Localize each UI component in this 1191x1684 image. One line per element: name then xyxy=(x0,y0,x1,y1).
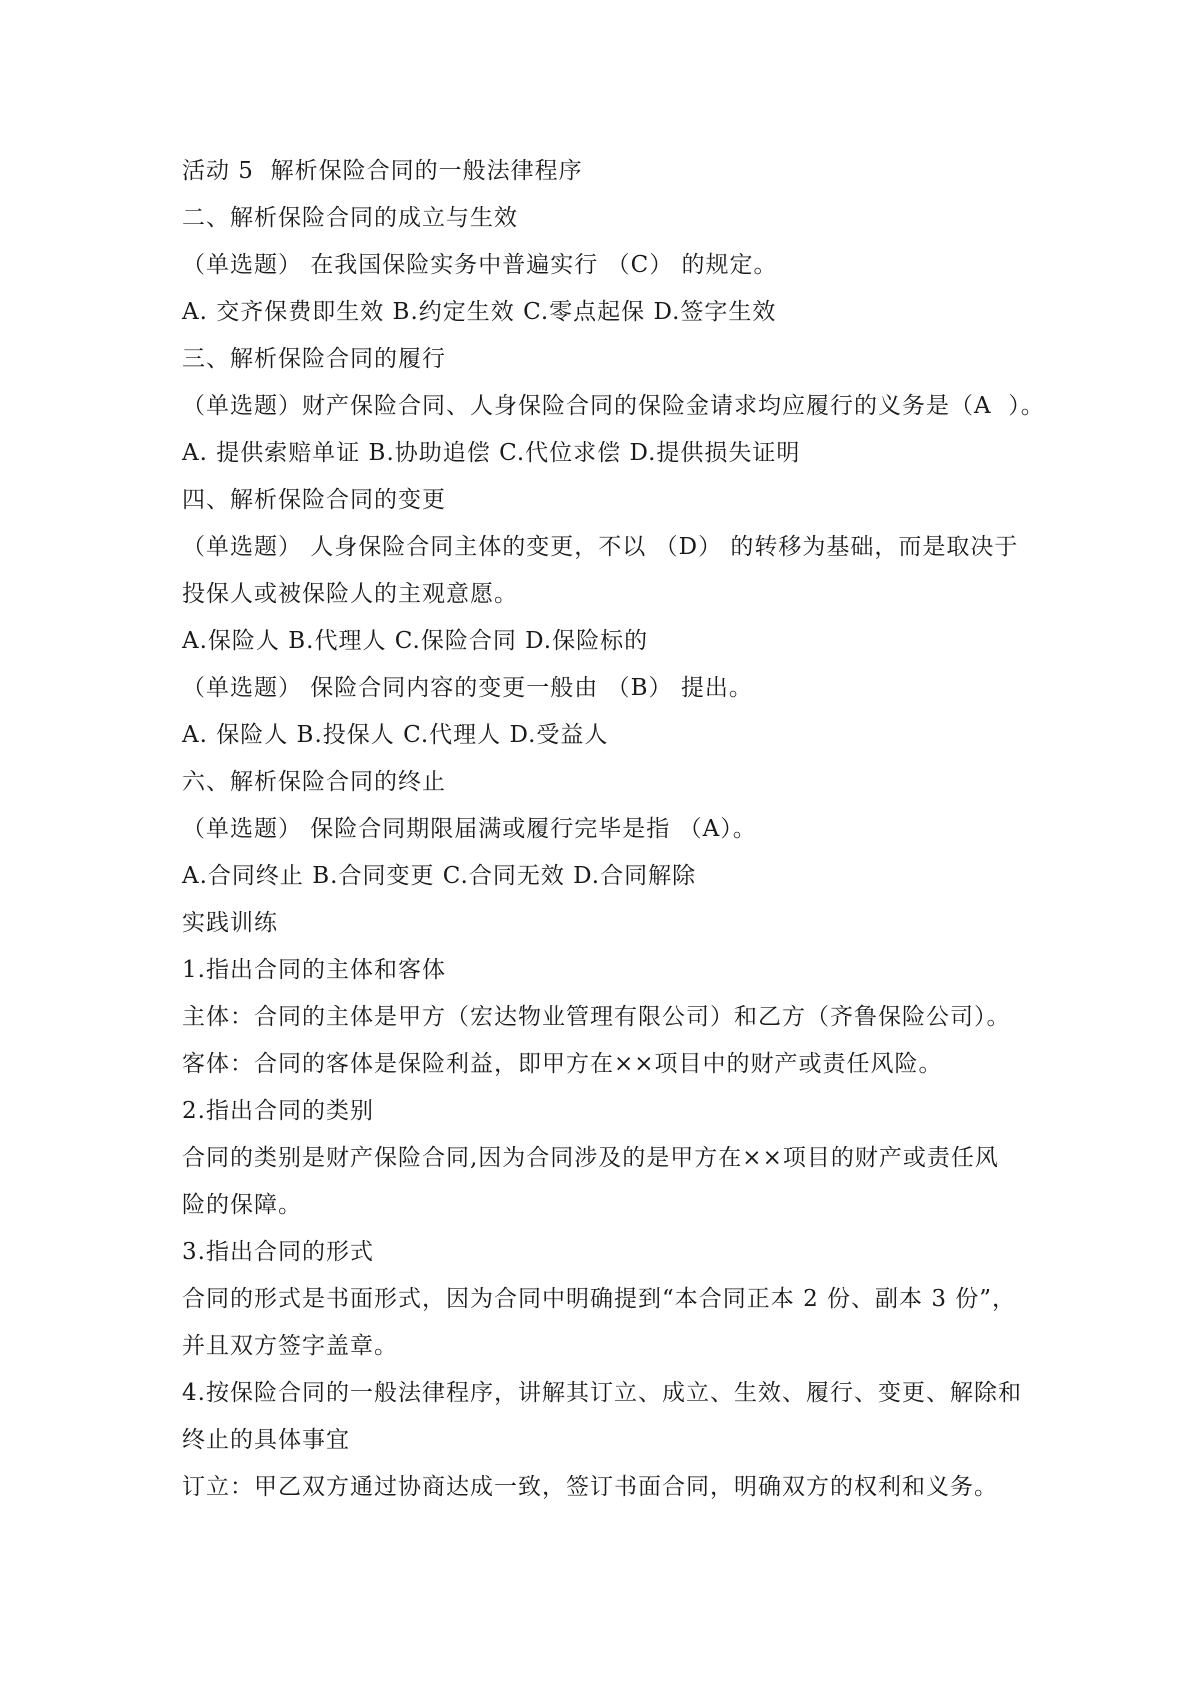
practice-item-heading: 4.按保险合同的一般法律程序，讲解其订立、成立、生效、履行、变更、解除和 xyxy=(182,1380,1022,1406)
section-heading-change: 四、解析保险合同的变更 xyxy=(182,487,446,513)
question-options: A. 保险人 B.投保人 C.代理人 D.受益人 xyxy=(182,722,609,748)
question-text: （单选题） 保险合同内容的变更一般由 （B） 提出。 xyxy=(182,675,753,701)
question-text: （单选题） 保险合同期限届满或履行完毕是指 （A）。 xyxy=(182,816,757,842)
activity-title: 活动 5 解析保险合同的一般法律程序 xyxy=(182,158,583,184)
question-text: （单选题） 人身保险合同主体的变更，不以 （D） 的转移为基础，而是取决于 xyxy=(182,534,1019,560)
paragraph-text: 客体：合同的客体是保险利益，即甲方在××项目中的财产或责任风险。 xyxy=(182,1051,943,1077)
paragraph-text: 合同的形式是书面形式，因为合同中明确提到“本合同正本 2 份、副本 3 份”， xyxy=(182,1286,1017,1312)
paragraph-text-continued: 险的保障。 xyxy=(182,1192,302,1218)
question-options: A.保险人 B.代理人 C.保险合同 D.保险标的 xyxy=(182,628,649,654)
question-options: A. 交齐保费即生效 B.约定生效 C.零点起保 D.签字生效 xyxy=(182,299,777,325)
paragraph-text: 合同的类别是财产保险合同,因为合同涉及的是甲方在××项目的财产或责任风 xyxy=(182,1145,999,1171)
question-text-continued: 投保人或被保险人的主观意愿。 xyxy=(182,581,518,607)
practice-heading: 实践训练 xyxy=(182,910,278,936)
practice-item-heading-continued: 终止的具体事宜 xyxy=(182,1427,350,1453)
question-text: （单选题）财产保险合同、人身保险合同的保险金请求均应履行的义务是（A ）。 xyxy=(182,393,1045,419)
practice-item-heading: 1.指出合同的主体和客体 xyxy=(182,957,446,983)
paragraph-text: 订立：甲乙双方通过协商达成一致，签订书面合同，明确双方的权利和义务。 xyxy=(182,1474,998,1500)
question-text: （单选题） 在我国保险实务中普遍实行 （C） 的规定。 xyxy=(182,252,778,278)
paragraph-text: 主体：合同的主体是甲方（宏达物业管理有限公司）和乙方（齐鲁保险公司）。 xyxy=(182,1004,1011,1030)
document-page xyxy=(182,148,1045,1511)
section-heading-formation: 二、解析保险合同的成立与生效 xyxy=(182,205,518,231)
practice-item-heading: 2.指出合同的类别 xyxy=(182,1098,374,1124)
section-heading-termination: 六、解析保险合同的终止 xyxy=(182,769,446,795)
section-heading-performance: 三、解析保险合同的履行 xyxy=(182,346,446,372)
paragraph-text-continued: 并且双方签字盖章。 xyxy=(182,1333,398,1359)
question-options: A. 提供索赔单证 B.协助追偿 C.代位求偿 D.提供损失证明 xyxy=(182,440,801,466)
question-options: A.合同终止 B.合同变更 C.合同无效 D.合同解除 xyxy=(182,863,697,889)
practice-item-heading: 3.指出合同的形式 xyxy=(182,1239,374,1265)
